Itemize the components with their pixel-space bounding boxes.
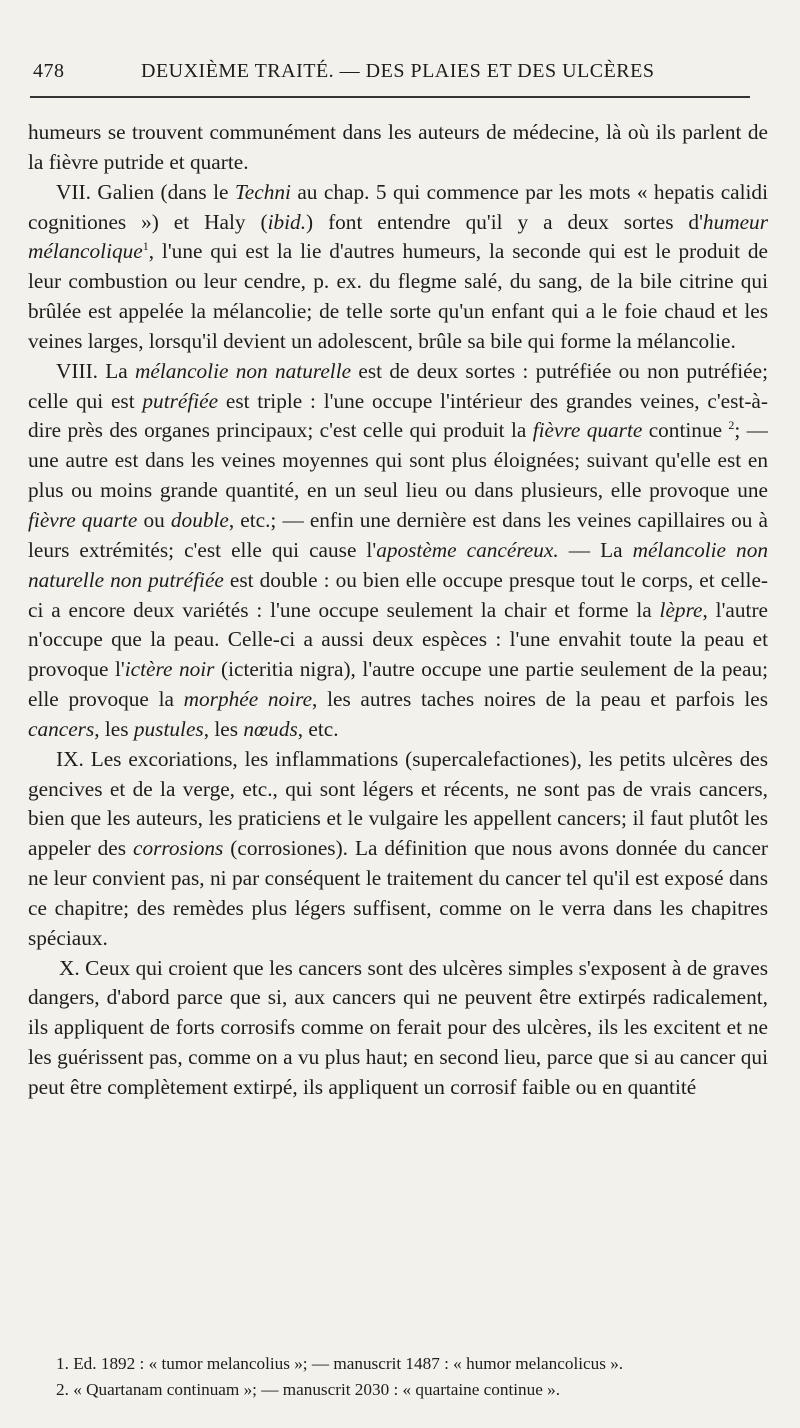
italic-term: Techni	[234, 179, 291, 204]
text-run: , etc.; — enfin une dernière est dans les veines capillaires ou à leurs extrémités; c'est elle qui cause l'	[28, 507, 768, 562]
text-run: ou	[137, 507, 171, 532]
text-run: , les	[203, 716, 244, 741]
italic-term: mélancolie non naturelle	[135, 358, 352, 383]
italic-term: mélancolie non naturelle non putréfiée	[28, 537, 768, 592]
footnote-2: 2. « Quartanam continuam »; — manuscrit 2030 : « quartaine continue ».	[56, 1380, 561, 1399]
italic-term: fièvre quarte	[28, 507, 138, 532]
text-run: , l'une qui est la lie d'autres humeurs, la seconde qui est le produit de leur combustion ou leur cendre, p. ex. du flegme salé, du sang, de la bile citrine qui brûlée est appelée la mélancolie; de telle sorte qu'un enfant qui a le foie chaud et les veines larges, lorsqu'il devient un adolescent, brûle sa bile qui forme la mélancolie.	[28, 239, 768, 353]
body-text	[28, 118, 768, 1103]
italic-term: corrosions	[133, 836, 224, 861]
text-run: , les	[94, 716, 134, 741]
italic-term: nœuds	[243, 716, 298, 741]
text-run: est triple : l'une occupe l'intérieur des grandes veines, c'est-à-dire près des organes principaux; c'est celle qui produit la	[28, 388, 768, 443]
footnote-ref: 1	[142, 239, 149, 254]
paragraph-ix	[28, 745, 768, 954]
italic-term: humeur mélancolique	[28, 209, 768, 264]
italic-term: putréfiée	[142, 388, 219, 413]
running-head: DEUXIÈME TRAITÉ. — DES PLAIES ET DES ULCÈRES	[141, 60, 655, 82]
text-run: ; — une autre est dans les veines moyennes qui sont plus éloignées; suivant qu'elle est en plus ou moins grande quantité, en un seul lieu ou dans plusieurs, elle provoque une	[28, 418, 768, 503]
text-run: , etc.	[297, 716, 339, 741]
paragraph-viii	[28, 357, 768, 745]
text-run: est double : ou bien elle occupe presque tout le corps, et celle-ci a encore deux variétés : l'une occupe seulement la chair et forme la	[28, 567, 768, 622]
paragraph-vii	[28, 178, 768, 357]
text-run: (corrosiones). La définition que nous avons donnée du cancer ne leur convient pas, ni par conséquent le traitement du cancer tel qu'il est exposé dans ce chapitre; des remèdes plus légers suffisent, comme on le verra dans les chapitres spéciaux.	[28, 836, 769, 950]
text-run: est de deux sortes : putréfiée ou non putréfiée; celle qui est	[28, 358, 768, 413]
header-rule	[30, 96, 750, 98]
footnote-1: 1. Ed. 1892 : « tumor melancolius »; — manuscrit 1487 : « humor melancolicus ».	[56, 1354, 624, 1373]
italic-term: ictère noir	[124, 657, 215, 682]
italic-term: cancers	[28, 716, 95, 741]
italic-term: fièvre quarte	[532, 418, 643, 443]
italic-term: ibid.	[267, 209, 307, 234]
text-run: ) font entendre qu'il y a deux sortes d'	[306, 209, 703, 234]
text-run: IX. Les excoriations, les inflammations (supercalefactiones), les petits ulcères des gencives et de la verge, etc., qui sont légers et récents, ne sont pas de vrais cancers, bien que les auteurs, les praticiens et le vulgaire les appellent cancers; il faut plutôt les appeler des	[28, 746, 768, 861]
footnote-ref: 2	[728, 418, 735, 433]
italic-term: morphée noire	[183, 687, 313, 712]
text-run: — La	[558, 537, 633, 562]
italic-term: pustules	[133, 716, 204, 741]
text-run: au chap. 5 qui commence par les mots « hepatis calidi cognitiones ») et Haly (	[28, 179, 768, 234]
italic-term: lèpre	[659, 597, 703, 622]
footnotes	[28, 1351, 768, 1403]
paragraph-x	[28, 954, 768, 1103]
text-run: continue	[642, 418, 729, 443]
text-run: , les autres taches noires de la peau et parfois les	[312, 687, 768, 712]
text-run: , l'autre n'occupe que la peau. Celle-ci a aussi deux espèces : l'une envahit toute la peau et provoque l'	[28, 597, 768, 682]
italic-term: apostème cancéreux.	[376, 537, 559, 562]
text-run: VIII. La	[56, 358, 136, 383]
italic-term: double	[170, 507, 229, 532]
text-run: humeurs se trouvent communément dans les auteurs de médecine, là où ils parlent de la fièvre putride et quarte.	[28, 120, 768, 174]
paragraph-continuation	[28, 118, 768, 178]
text-run: X. Ceux qui croient que les cancers sont des ulcères simples s'exposent à de graves dangers, d'abord parce que si, aux cancers qui ne peuvent être extirpés radicalement, ils appliquent de forts corrosifs comme on ferait pour des ulcères, ils les excitent et ne les guérissent pas, comme on a vu plus haut; en second lieu, parce que si au cancer qui peut être complètement extirpé, ils appliquent un corrosif faible ou en quantité	[28, 955, 768, 1099]
text-run: (icteritia nigra), l'autre occupe une partie seulement de la peau; elle provoque la	[28, 657, 769, 712]
text-run: VII. Galien (dans le	[56, 179, 235, 204]
page-number: 478	[33, 60, 65, 82]
page-header	[30, 56, 750, 86]
